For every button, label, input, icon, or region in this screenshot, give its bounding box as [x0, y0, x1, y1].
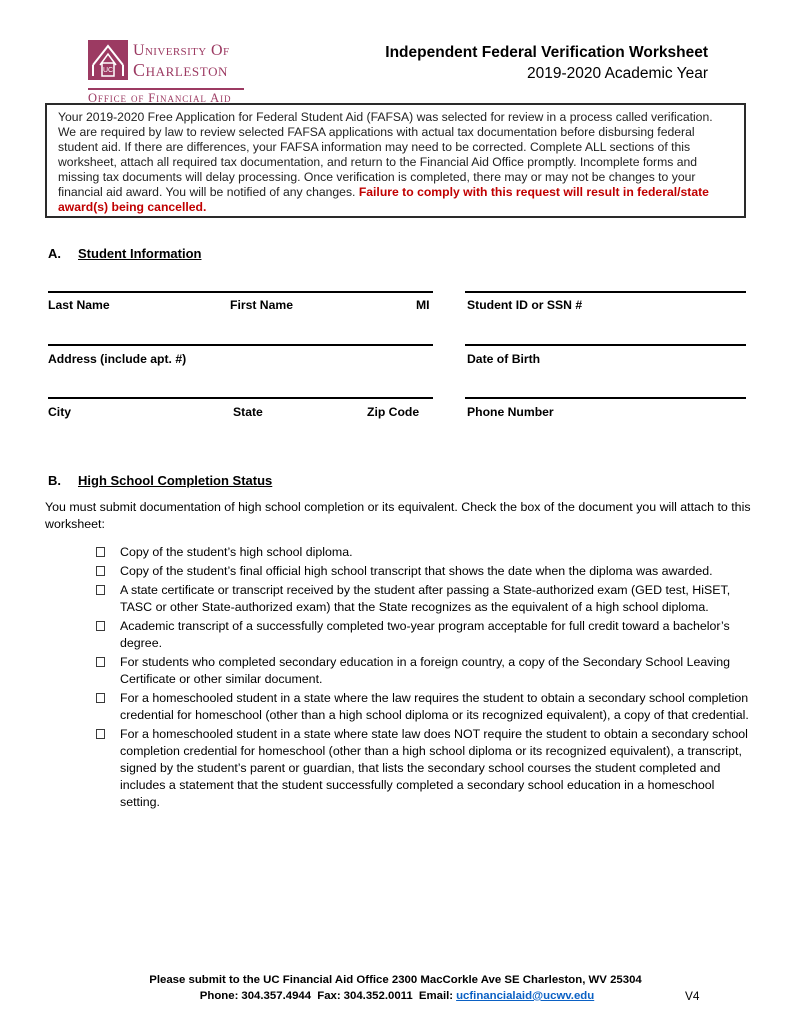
notice-warning-text: Failure to comply with this request will result in federal/state award(s) being cancelled. — [58, 185, 709, 214]
checkbox-icon[interactable] — [96, 693, 105, 703]
phone-value: 304.357.4944 — [241, 990, 312, 1002]
university-name — [133, 40, 229, 79]
address-label: Address (include apt. #) — [48, 352, 187, 366]
fax-value: 304.352.0011 — [343, 990, 413, 1002]
checklist-item — [96, 654, 754, 688]
version-tag: V4 — [685, 989, 700, 1003]
zip-code-label: Zip Code — [367, 405, 420, 419]
phone-number-label: Phone Number — [467, 405, 554, 419]
section-b-title: High School Completion Status — [78, 473, 273, 488]
email-label: Email: — [418, 990, 454, 1002]
footer-submit-address: Please submit to the UC Financial Aid Office 2300 MacCorkle Ave SE Charleston, WV 25304 — [149, 974, 642, 986]
checkbox-icon[interactable] — [96, 566, 105, 576]
section-a-title: Student Information — [78, 246, 202, 261]
checklist-item-label: Copy of the student’s final official high school transcript that shows the date when the diploma was awarded. — [120, 564, 713, 578]
name-input-line[interactable] — [48, 291, 433, 293]
checkbox-icon[interactable] — [96, 729, 105, 739]
checklist-item — [96, 690, 754, 724]
academic-year-subtitle: 2019-2020 Academic Year — [527, 65, 708, 82]
city-state-zip-input-line[interactable] — [48, 397, 433, 399]
fax-label: Fax: — [317, 990, 341, 1002]
svg-text:UC: UC — [102, 67, 114, 74]
date-of-birth-label: Date of Birth — [467, 352, 541, 366]
section-b-intro: You must submit documentation of high school completion or its equivalent. Check the box of the document you will attach to this worksheet: — [45, 500, 751, 531]
checkbox-icon[interactable] — [96, 657, 105, 667]
checkbox-icon[interactable] — [96, 547, 105, 557]
student-id-input-line[interactable] — [465, 291, 746, 293]
checkbox-icon[interactable] — [96, 621, 105, 631]
checklist-item-label: For students who completed secondary education in a foreign country, a copy of the Secondary School Leaving Certificate or other similar document. — [120, 655, 731, 686]
notice-body-text: Your 2019-2020 Free Application for Federal Student Aid (FAFSA) was selected for review in a process called verification. We are required by law to review selected FAFSA applications with actual tax documentation before disbursing federal student aid. If there are differences, your FAFSA information may need to be corrected. Complete ALL sections of this worksheet, attach all required tax documentation, and return to the Financial Aid Office promptly. Incomplete forms and missing tax documents will delay processing. Once verification is completed, there may or may not be changes to your financial aid award. You will be notified of any changes. — [58, 110, 713, 199]
uc-financial-aid-logo — [88, 40, 244, 106]
checklist-item-label: For a homeschooled student in a state where the law requires the student to obtain a secondary school completion credential for homeschool (other than a high school diploma or its recognized equivalent), a copy of that credential. — [120, 691, 749, 722]
date-of-birth-input-line[interactable] — [465, 344, 746, 346]
checklist-item-label: Academic transcript of a successfully completed two-year program acceptable for full credit toward a bachelor’s degree. — [120, 619, 730, 650]
uc-crest-icon — [88, 40, 128, 85]
checkbox-icon[interactable] — [96, 585, 105, 595]
middle-initial-label: MI — [416, 298, 430, 312]
checklist-item — [96, 582, 754, 616]
document-title: Independent Federal Verification Worksheet — [385, 44, 708, 61]
office-name: Office of Financial Aid — [88, 88, 244, 106]
first-name-label: First Name — [230, 298, 293, 312]
checklist — [96, 544, 754, 813]
email-link[interactable]: ucfinancialaid@ucwv.edu — [456, 990, 595, 1002]
address-input-line[interactable] — [48, 344, 433, 346]
checklist-item — [96, 544, 754, 561]
phone-label: Phone: — [199, 990, 239, 1002]
university-name-line2: Charleston — [133, 60, 229, 80]
university-name-line1: University Of — [133, 42, 230, 59]
section-a-letter: A. — [48, 246, 61, 261]
state-label: State — [233, 405, 263, 419]
phone-input-line[interactable] — [465, 397, 746, 399]
checklist-item — [96, 726, 754, 811]
checklist-item-label: A state certificate or transcript received by the student after passing a State-authorized exam (GED test, HiSET, TASC or other State-authorized exam) that the State recognizes as the equivalent of a high school diploma. — [120, 583, 731, 614]
document-title-block — [385, 44, 708, 83]
section-b-header — [48, 473, 272, 488]
checklist-item-label: For a homeschooled student in a state where state law does NOT require the student to obtain a secondary school completion credential for homeschool (other than a high school diploma or its recognized equivalent), a transcript, signed by the student’s parent or guardian, that lists the secondary school courses the student completed and includes a statement that the student successfully completed a secondary school education in a homeschool setting. — [120, 727, 748, 809]
section-a-header — [48, 246, 202, 261]
checklist-item — [96, 618, 754, 652]
checklist-item-label: Copy of the student’s high school diploma. — [120, 545, 353, 559]
checklist-item — [96, 563, 754, 580]
student-id-label: Student ID or SSN # — [467, 298, 583, 312]
city-label: City — [48, 405, 72, 419]
footer-contact-line — [0, 990, 791, 1002]
last-name-label: Last Name — [48, 298, 110, 312]
verification-notice-box — [45, 103, 746, 218]
section-b-letter: B. — [48, 473, 61, 488]
